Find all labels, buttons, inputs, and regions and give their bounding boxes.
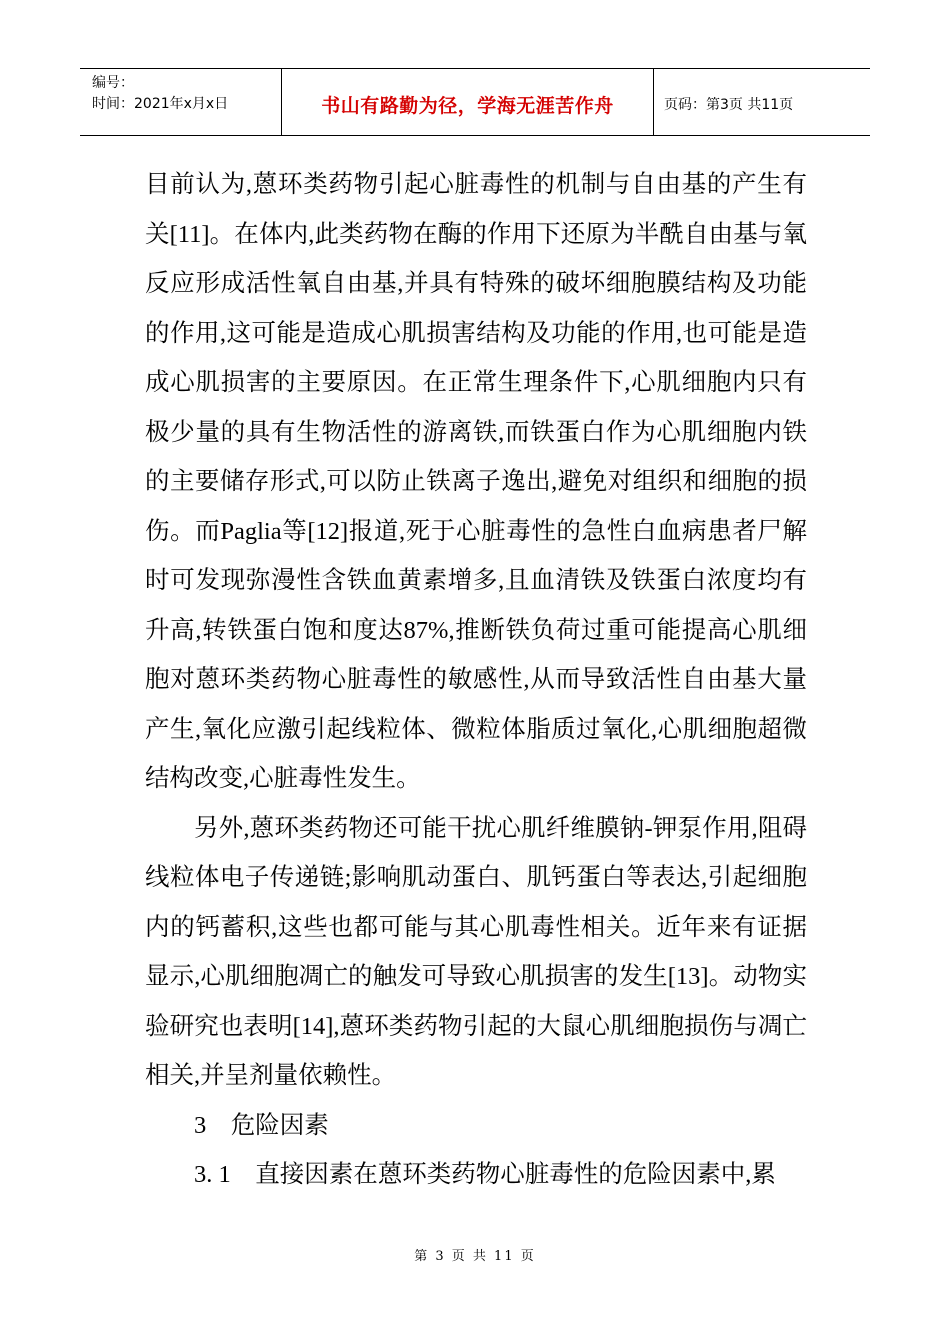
page-footer: 第 3 页 共 11 页	[414, 1249, 536, 1264]
paragraph-3: 3. 1 直接因素在蒽环类药物心脏毒性的危险因素中,累	[194, 1161, 776, 1188]
document-body	[145, 160, 807, 1200]
page-header	[80, 68, 870, 136]
header-meta	[80, 69, 282, 135]
paragraph-2: 另外,蒽环类药物还可能干扰心肌纤维膜钠-钾泵作用,阻碍线粒体电子传递链;影响肌动蛋白、肌钙蛋白等表达,引起细胞内的钙蓄积,这些也都可能与其心肌毒性相关。近年来有证据显示,心肌细胞凋亡的触发可导致心肌损害的发生[13]。动物实验研究也表明[14],蒽环类药物引起的大鼠心肌细胞损伤与凋亡相关,并呈剂量依赖性。	[145, 814, 807, 1089]
section-heading-3: 3 危险因素	[194, 1111, 329, 1139]
header-motto: 书山有路勤为径，学海无涯苦作舟	[321, 94, 614, 117]
header-motto-cell	[282, 69, 654, 135]
header-number-label: 编号：	[92, 75, 134, 91]
paragraph-1: 目前认为,蒽环类药物引起心脏毒性的机制与自由基的产生有关[11]。在体内,此类药物在酶的作用下还原为半酰自由基与氧反应形成活性氧自由基,并具有特殊的破坏细胞膜结构及功能的作用,这可能是造成心肌损害结构及功能的作用,也可能是造成心肌损害的主要原因。在正常生理条件下,心肌细胞内只有极少量的具有生物活性的游离铁,而铁蛋白作为心肌细胞内铁的主要储存形式,可以防止铁离子逸出,避免对组织和细胞的损伤。而Paglia等[12]报道,死于心脏毒性的急性白血病患者尸解时可发现弥漫性含铁血黄素增多,且血清铁及铁蛋白浓度均有升高,转铁蛋白饱和度达87%,推断铁负荷过重可能提高心肌细胞对蒽环类药物心脏毒性的敏感性,从而导致活性自由基大量产生,氧化应激引起线粒体、微粒体脂质过氧化,心肌细胞超微结构改变,心脏毒性发生。	[145, 171, 807, 792]
header-page-info: 页码：第3页 共11页	[664, 97, 794, 113]
header-time-label: 时间：2021年x月x日	[92, 96, 229, 112]
